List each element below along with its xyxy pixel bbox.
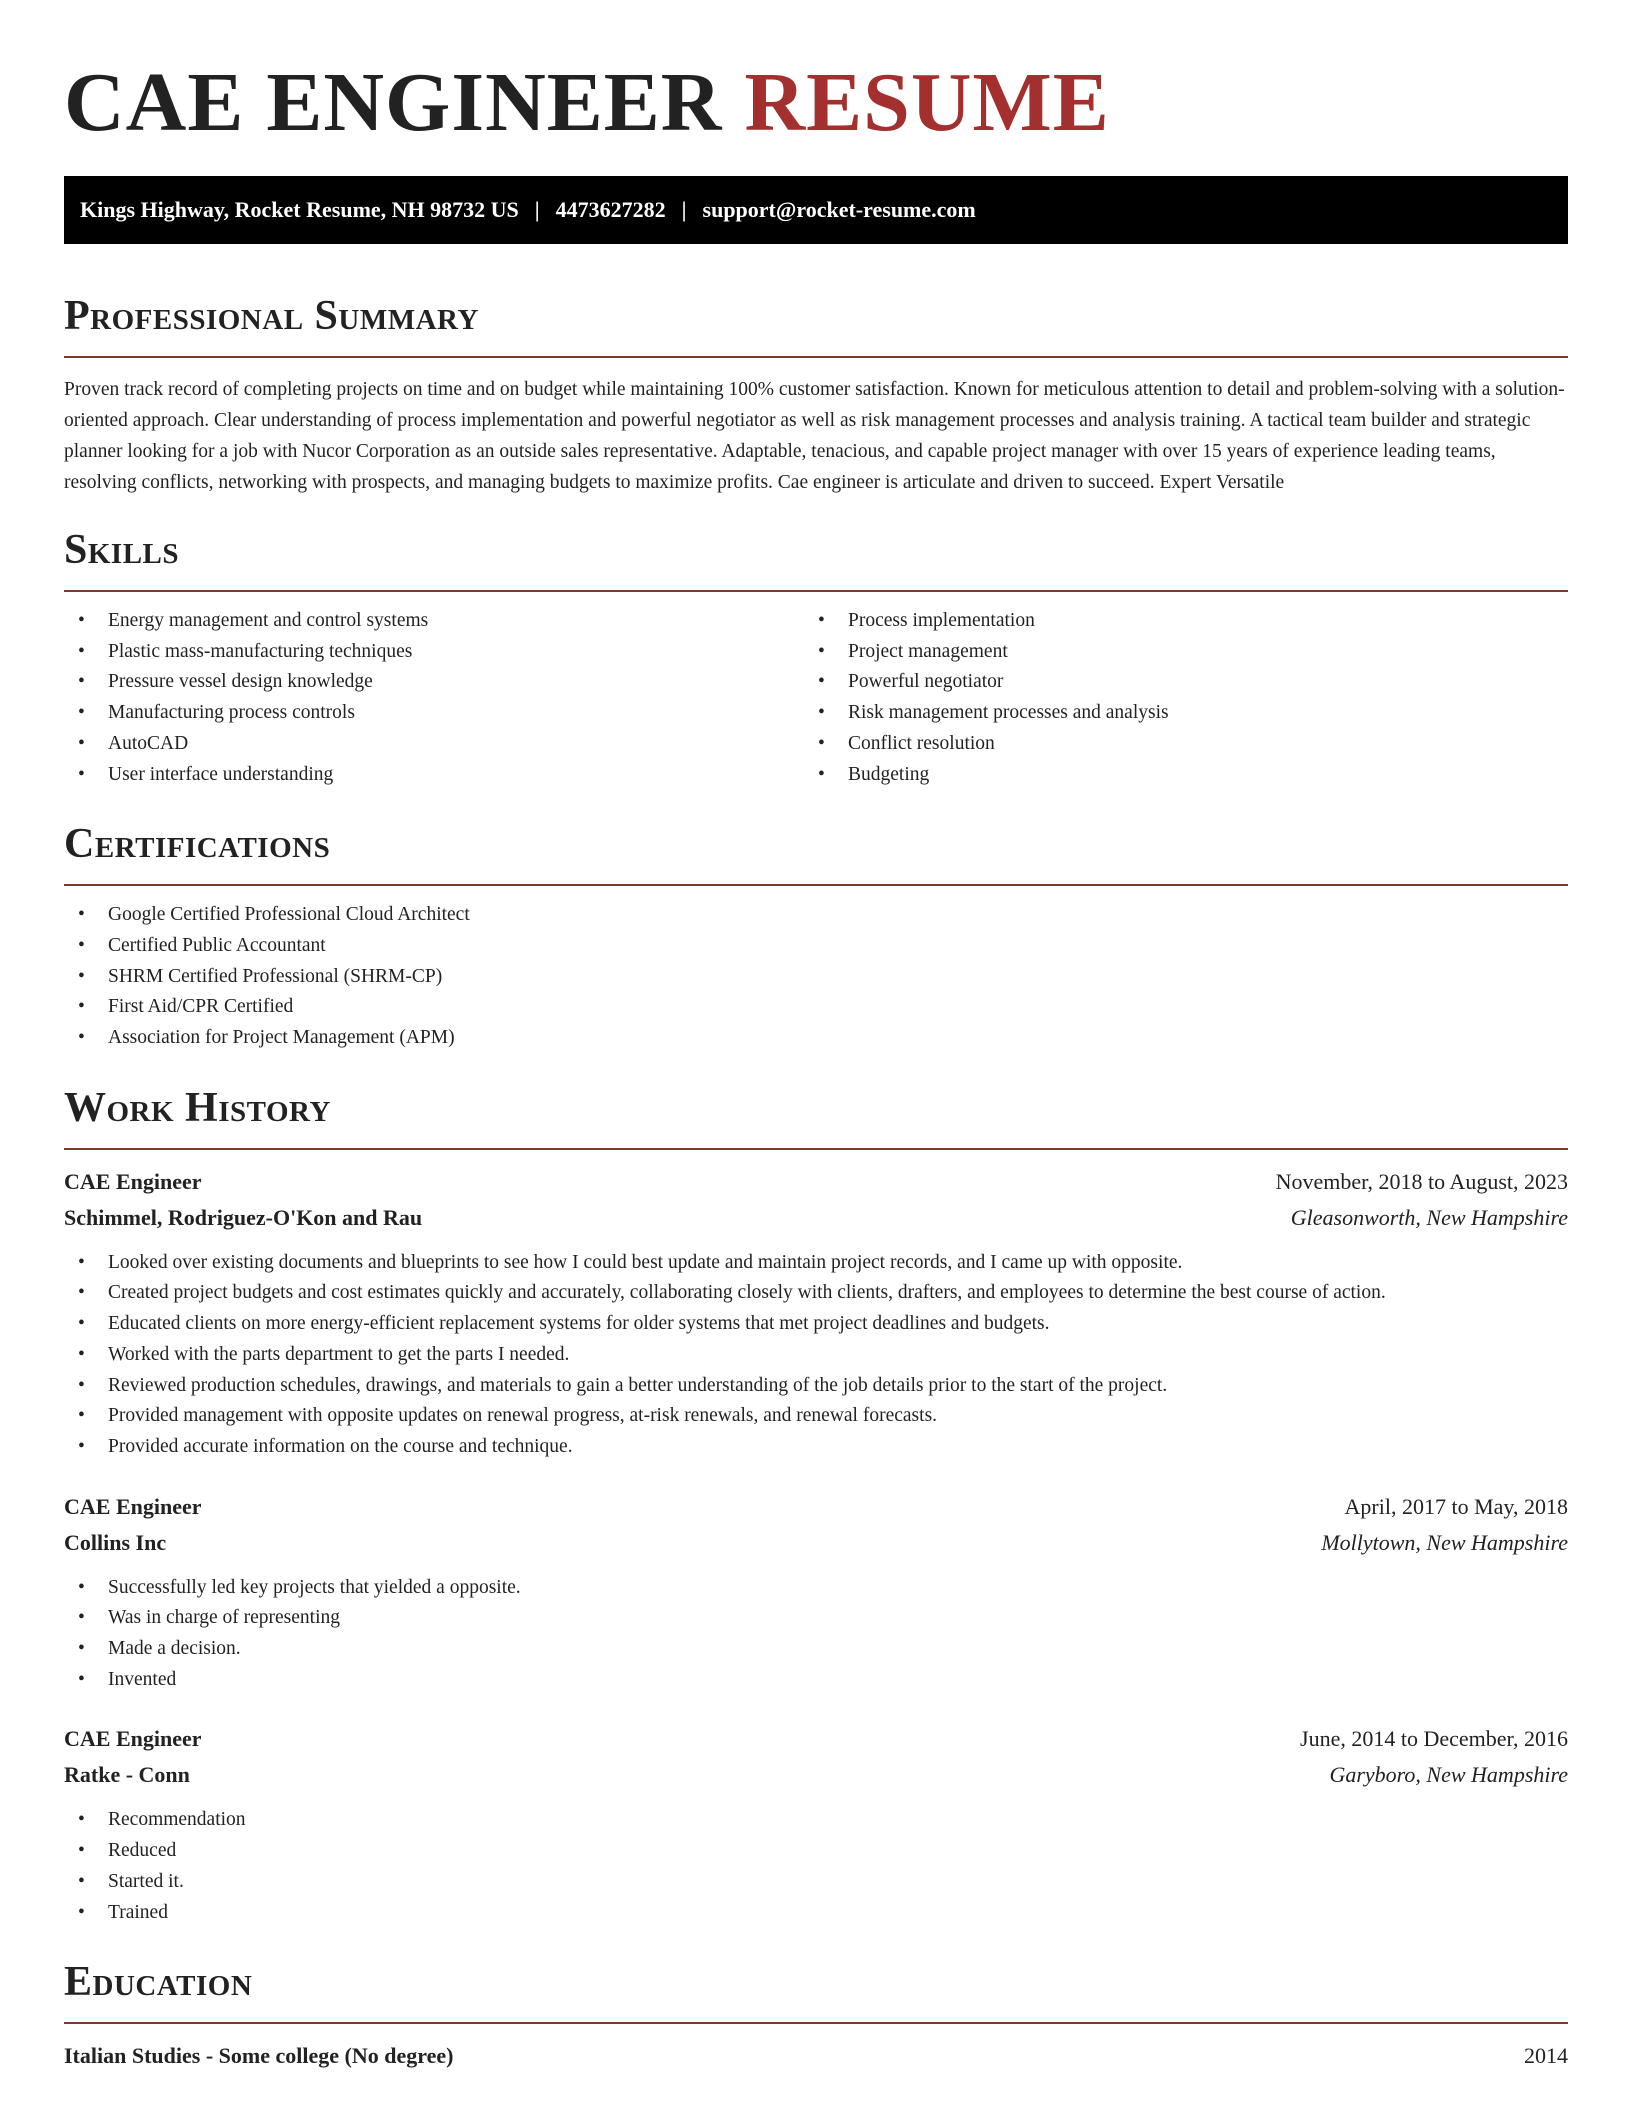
job-company: Collins Inc [64,1529,167,1555]
list-item: • User interface understanding [64,760,804,791]
job-header-row [64,1164,1568,1200]
job-title: CAE Engineer [64,1493,202,1519]
section-heading-work-history: Work History [64,1084,331,1131]
contact-separator: | [681,197,687,222]
job-duties-list [64,1805,1568,1928]
list-item: • Created project budgets and cost estimates quickly and accurately, collaborating closely with clients, drafters, and employees to determine the best course of action. [64,1278,1568,1309]
resume-page [64,0,1568,2074]
work-history-section [64,1084,1568,1929]
list-item: • Provided accurate information on the course and technique. [64,1432,1568,1463]
job-company-row [64,1525,1568,1561]
job-title: CAE Engineer [64,1168,202,1194]
resume-title [64,58,1568,148]
title-accent: RESUME [744,56,1110,149]
list-item: • Manufacturing process controls [64,698,804,729]
contact-phone: 4473627282 [555,197,666,222]
list-item: • Conflict resolution [804,729,1544,760]
job-duties-list [64,1573,1568,1696]
list-item: • Invented [64,1665,1568,1696]
list-item: • Successfully led key projects that yielded a opposite. [64,1573,1568,1604]
certifications-list [64,900,1568,1054]
list-item: • Certified Public Accountant [64,931,1568,962]
section-divider [64,356,1568,358]
job-company-row [64,1757,1568,1793]
list-item: • Project management [804,637,1544,668]
list-item: • Looked over existing documents and blueprints to see how I could best update and maintain project records, and I came up with opposite. [64,1248,1568,1279]
job-entry [64,1489,1568,1696]
contact-address: Kings Highway, Rocket Resume, NH 98732 US [80,197,519,222]
contact-email[interactable]: support@rocket-resume.com [702,197,976,222]
list-item: • Powerful negotiator [804,667,1544,698]
list-item: • Was in charge of representing [64,1603,1568,1634]
section-divider [64,1148,1568,1150]
job-location: Mollytown, New Hampshire [1321,1529,1568,1555]
title-main: CAE ENGINEER [64,56,723,149]
job-dates: November, 2018 to August, 2023 [1275,1168,1568,1194]
summary-text: Proven track record of completing projects on time and on budget while maintaining 100% customer satisfaction. Known for meticulous attention to detail and problem-solving with a solution-oriented approach. Clear understanding of process implementation and powerful negotiator as well as risk management processes and analysis training. A tactical team builder and strategic planner looking for a job with Nucor Corporation as an outside sales representative. Adaptable, tenacious, and capable project manager with over 15 years of experience leading teams, resolving conflicts, networking with prospects, and managing budgets to maximize profits. Cae engineer is articulate and driven to succeed. Expert Versatile [64,379,1565,493]
summary-section [64,292,1568,498]
section-heading-certifications: Certifications [64,821,331,868]
section-divider [64,2022,1568,2024]
list-item: • Recommendation [64,1805,1568,1836]
list-item: • Pressure vessel design knowledge [64,667,804,698]
list-item: • Made a decision. [64,1634,1568,1665]
job-header-row [64,1489,1568,1525]
job-header-row [64,1721,1568,1757]
job-company-row [64,1200,1568,1236]
list-item: • Plastic mass-manufacturing techniques [64,637,804,668]
education-section [64,1958,1568,2074]
list-item: • Association for Project Management (APM) [64,1023,1568,1054]
list-item: • Trained [64,1898,1568,1929]
job-duties-list [64,1248,1568,1463]
education-degree: Italian Studies - Some college (No degree) [64,2043,454,2069]
job-entry [64,1721,1568,1928]
education-year: 2014 [1524,2043,1568,2069]
skills-section [64,526,1568,790]
education-entry [64,2038,1568,2074]
certifications-section [64,820,1568,1054]
list-item: • First Aid/CPR Certified [64,992,1568,1023]
list-item: • Google Certified Professional Cloud Architect [64,900,1568,931]
list-item: • Risk management processes and analysis [804,698,1544,729]
section-divider [64,884,1568,886]
job-title: CAE Engineer [64,1726,202,1752]
skills-grid [64,592,1568,790]
list-item: • Reduced [64,1836,1568,1867]
skills-list-right [804,606,1544,790]
list-item: • Energy management and control systems [64,606,804,637]
list-item: • SHRM Certified Professional (SHRM-CP) [64,962,1568,993]
list-item: • Started it. [64,1867,1568,1898]
section-heading-skills: Skills [64,527,180,573]
job-dates: June, 2014 to December, 2016 [1300,1726,1568,1752]
skills-list-left [64,606,804,790]
job-dates: April, 2017 to May, 2018 [1344,1493,1568,1519]
list-item: • Educated clients on more energy-efficient replacement systems for older systems that met project deadlines and budgets. [64,1309,1568,1340]
job-company: Schimmel, Rodriguez-O'Kon and Rau [64,1204,423,1230]
list-item: • AutoCAD [64,729,804,760]
section-heading-education: Education [64,1959,253,2006]
contact-bar [64,176,1568,244]
list-item: • Process implementation [804,606,1544,637]
list-item: • Provided management with opposite updates on renewal progress, at-risk renewals, and renewal forecasts. [64,1401,1568,1432]
list-item: • Reviewed production schedules, drawings, and materials to gain a better understanding of the job details prior to the start of the project. [64,1371,1568,1402]
job-company: Ratke - Conn [64,1762,190,1788]
list-item: • Worked with the parts department to get the parts I needed. [64,1340,1568,1371]
contact-separator: | [534,197,540,222]
job-entry [64,1164,1568,1463]
job-location: Garyboro, New Hampshire [1329,1762,1568,1788]
list-item: • Budgeting [804,760,1544,791]
section-heading-summary: Professional Summary [64,293,479,339]
job-location: Gleasonworth, New Hampshire [1290,1204,1568,1230]
